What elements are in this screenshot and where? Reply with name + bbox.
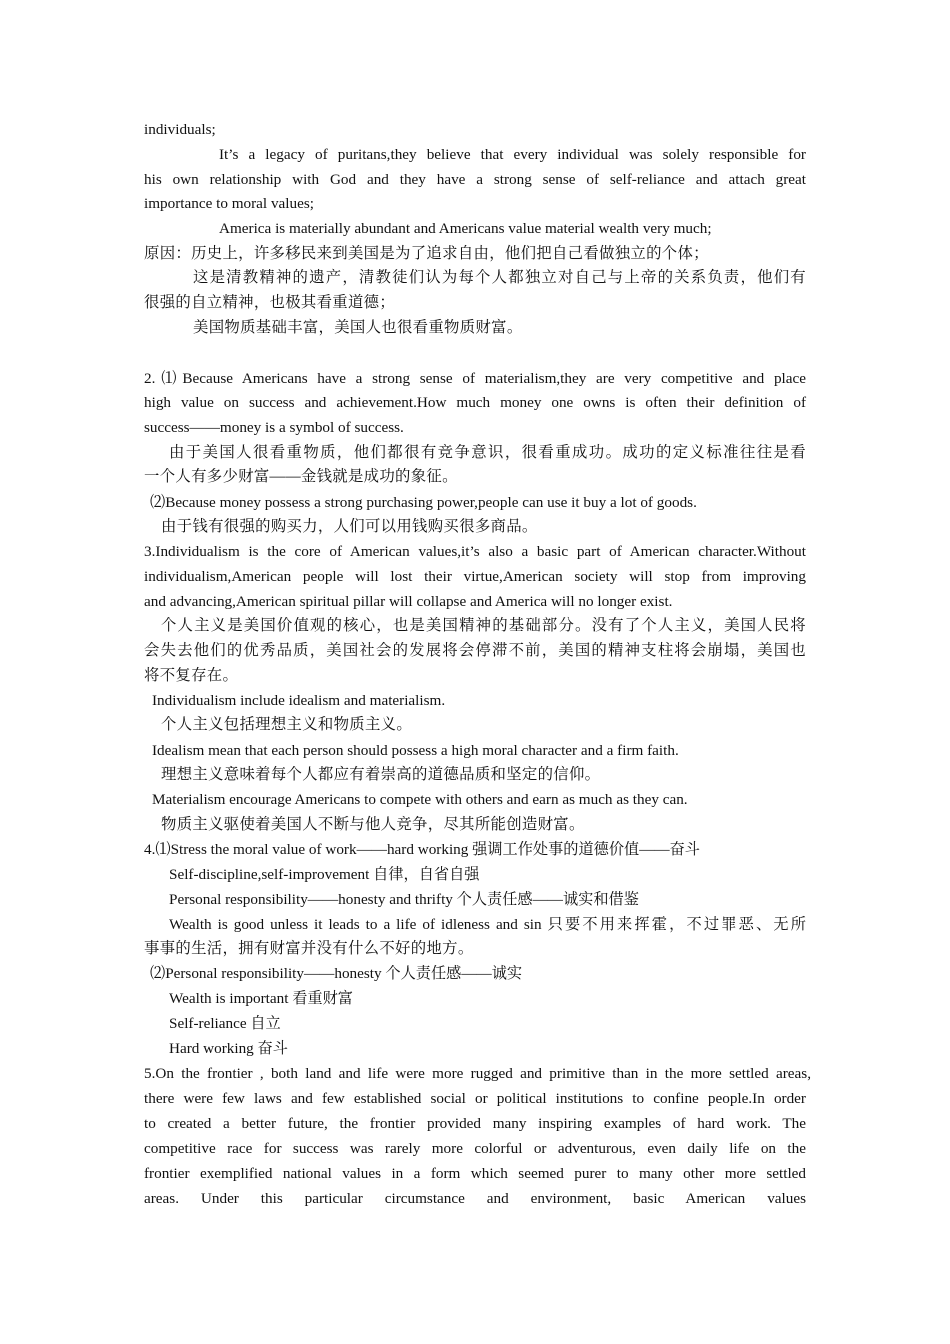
text-line: 个人主义包括理想主义和物质主义。 bbox=[161, 716, 413, 733]
text-line: individualism,American people will lost their virtue,American society will stop from improving bbox=[144, 568, 806, 585]
text-line: 这是清教精神的遗产，清教徒们认为每个人都独立对自己与上帝的关系负责，他们有 bbox=[193, 269, 806, 286]
text-line: competitive race for success was rarely more colorful or adventurous, even daily life on the bbox=[144, 1140, 806, 1157]
text-line: Idealism mean that each person should possess a high moral character and a firm faith. bbox=[152, 742, 679, 759]
text-line: 2.⑴Because Americans have a strong sense of materialism,they are very competitive and place bbox=[144, 370, 806, 387]
text-line: 事事的生活，拥有财富并没有什么不好的地方。 bbox=[144, 940, 474, 957]
text-line: ⑵Because money possess a strong purchasing power,people can use it buy a lot of goods. bbox=[150, 494, 697, 511]
text-line: his own relationship with God and they have a strong sense of self-reliance and attach great bbox=[144, 171, 806, 188]
text-line: importance to moral values; bbox=[144, 195, 314, 212]
text-line: success——money is a symbol of success. bbox=[144, 419, 404, 436]
text-line: there were few laws and few established social or political institutions to confine people.In order bbox=[144, 1090, 806, 1107]
text-line: and advancing,American spiritual pillar will collapse and America will no longer exist. bbox=[144, 593, 673, 610]
text-line: Individualism include idealism and materialism. bbox=[152, 692, 446, 709]
text-line: 4.⑴Stress the moral value of work——hard working 强调工作处事的道德价值——奋斗 bbox=[144, 841, 700, 858]
text-line: 将不复存在。 bbox=[144, 667, 239, 684]
text-line: Self-discipline,self-improvement 自律，自省自强 bbox=[169, 866, 480, 883]
text-line: 会失去他们的优秀品质，美国社会的发展将会停滞不前，美国的精神支柱将会崩塌，美国也 bbox=[144, 642, 806, 659]
text-line: 物质主义驱使着美国人不断与他人竞争，尽其所能创造财富。 bbox=[161, 816, 585, 833]
text-line: 由于钱有很强的购买力，人们可以用钱购买很多商品。 bbox=[161, 518, 538, 535]
text-line: 5.On the frontier , both land and life were more rugged and primitive than in the more settled areas, bbox=[144, 1065, 811, 1082]
text-line: 很强的自立精神，也极其看重道德； bbox=[144, 294, 396, 311]
text-line: Wealth is good unless it leads to a life of idleness and sin 只要不用来挥霍，不过罪恶、无所 bbox=[169, 916, 806, 933]
text-line: Materialism encourage Americans to compete with others and earn as much as they can. bbox=[152, 791, 688, 808]
text-line: frontier exemplified national values in a form which seemed purer to many other more settled bbox=[144, 1165, 806, 1182]
text-line: 3.Individualism is the core of American values,it’s also a basic part of American character.Without bbox=[144, 543, 806, 560]
text-line: high value on success and achievement.How much money one owns is often their definition of bbox=[144, 394, 806, 411]
text-line: 由于美国人很看重物质，他们都很有竞争意识，很看重成功。成功的定义标准往往是看 bbox=[169, 444, 806, 461]
text-line: Wealth is important 看重财富 bbox=[169, 990, 353, 1007]
text-line: 一个人有多少财富——金钱就是成功的象征。 bbox=[144, 468, 458, 485]
text-line: 原因：历史上，许多移民来到美国是为了追求自由，他们把自己看做独立的个体； bbox=[144, 245, 709, 262]
text-line: areas. Under this particular circumstance and environment, basic American values bbox=[144, 1190, 806, 1207]
text-line: ⑵Personal responsibility——honesty 个人责任感——诚实 bbox=[150, 965, 523, 982]
text-line: 理想主义意味着每个人都应有着崇高的道德品质和坚定的信仰。 bbox=[161, 766, 601, 783]
text-line: to created a better future, the frontier provided many inspiring examples of hard work. The bbox=[144, 1115, 806, 1132]
text-line: It’s a legacy of puritans,they believe that every individual was solely responsible for bbox=[219, 146, 806, 163]
text-line: America is materially abundant and Americans value material wealth very much; bbox=[219, 220, 712, 237]
text-line: Hard working 奋斗 bbox=[169, 1040, 288, 1057]
text-line: individuals; bbox=[144, 121, 216, 138]
text-line: 美国物质基础丰富，美国人也很看重物质财富。 bbox=[193, 319, 523, 336]
text-line: Self-reliance 自立 bbox=[169, 1015, 281, 1032]
text-line: Personal responsibility——honesty and thrifty 个人责任感——诚实和借鉴 bbox=[169, 891, 639, 908]
text-line: 个人主义是美国价值观的核心，也是美国精神的基础部分。没有了个人主义，美国人民将 bbox=[161, 617, 806, 634]
